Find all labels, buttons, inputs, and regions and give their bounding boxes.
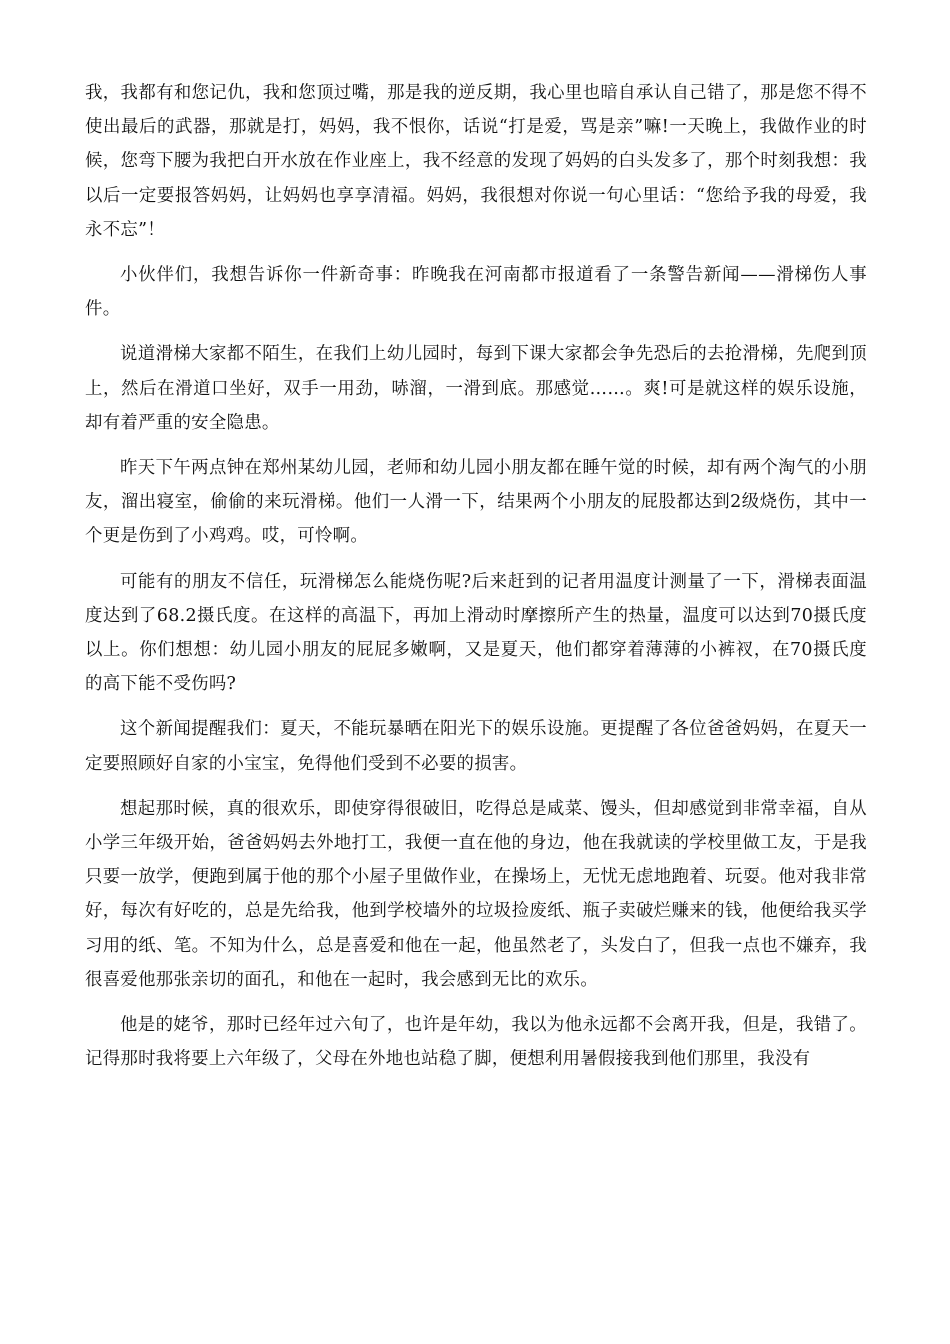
paragraph-8: 他是的姥爷，那时已经年过六旬了，也许是年幼，我以为他永远都不会离开我，但是，我错了。记得那时我将要上六年级了，父母在外地也站稳了脚，便想利用暑假接我到他们那里，我没有 <box>85 1015 867 1070</box>
paragraph-1: 我，我都有和您记仇，我和您顶过嘴，那是我的逆反期，我心里也暗自承认自己错了，那是您不得不使出最后的武器，那就是打，妈妈，我不恨你，话说“打是爱，骂是亲”嘛!一天晚上，我做作业的时候，您弯下腰为我把白开水放在作业座上，我不经意的发现了妈妈的白头发多了，那个时刻我想：我以后一定要报答妈妈，让妈妈也享享清福。妈妈，我很想对你说一句心里话：“您给予我的母爱，我永不忘”！ <box>85 83 867 240</box>
document-body <box>85 76 867 1087</box>
paragraph-2: 小伙伴们，我想告诉你一件新奇事：昨晚我在河南都市报道看了一条警告新闻——滑梯伤人事件。 <box>85 265 867 320</box>
paragraph-7: 想起那时候，真的很欢乐，即使穿得很破旧，吃得总是咸菜、馒头，但却感觉到非常幸福，自从小学三年级开始，爸爸妈妈去外地打工，我便一直在他的身边，他在我就读的学校里做工友，于是我只要一放学，便跑到属于他的那个小屋子里做作业，在操场上，无忧无虑地跑着、玩耍。他对我非常好，每次有好吃的，总是先给我，他到学校墙外的垃圾捡废纸、瓶子卖破烂赚来的钱，他便给我买学习用的纸、笔。不知为什么，总是喜爱和他在一起，他虽然老了，头发白了，但我一点也不嫌弃，我很喜爱他那张亲切的面孔，和他在一起时，我会感到无比的欢乐。 <box>85 798 867 990</box>
paragraph-3: 说道滑梯大家都不陌生，在我们上幼儿园时，每到下课大家都会争先恐后的去抢滑梯，先爬到顶上，然后在滑道口坐好，双手一用劲，哧溜，一滑到底。那感觉……。爽!可是就这样的娱乐设施，却有着严重的安全隐患。 <box>85 344 867 433</box>
paragraph-4: 昨天下午两点钟在郑州某幼儿园，老师和幼儿园小朋友都在睡午觉的时候，却有两个淘气的小朋友，溜出寝室，偷偷的来玩滑梯。他们一人滑一下，结果两个小朋友的屁股都达到2级烧伤，其中一个更是伤到了小鸡鸡。哎，可怜啊。 <box>85 458 867 547</box>
paragraph-5: 可能有的朋友不信任，玩滑梯怎么能烧伤呢?后来赶到的记者用温度计测量了一下，滑梯表面温度达到了68.2摄氏度。在这样的高温下，再加上滑动时摩擦所产生的热量，温度可以达到70摄氏度以上。你们想想：幼儿园小朋友的屁屁多嫩啊，又是夏天，他们都穿着薄薄的小裤衩，在70摄氏度的高下能不受伤吗? <box>85 571 867 695</box>
paragraph-6: 这个新闻提醒我们：夏天，不能玩暴晒在阳光下的娱乐设施。更提醒了各位爸爸妈妈，在夏天一定要照顾好自家的小宝宝，免得他们受到不必要的损害。 <box>85 719 867 774</box>
